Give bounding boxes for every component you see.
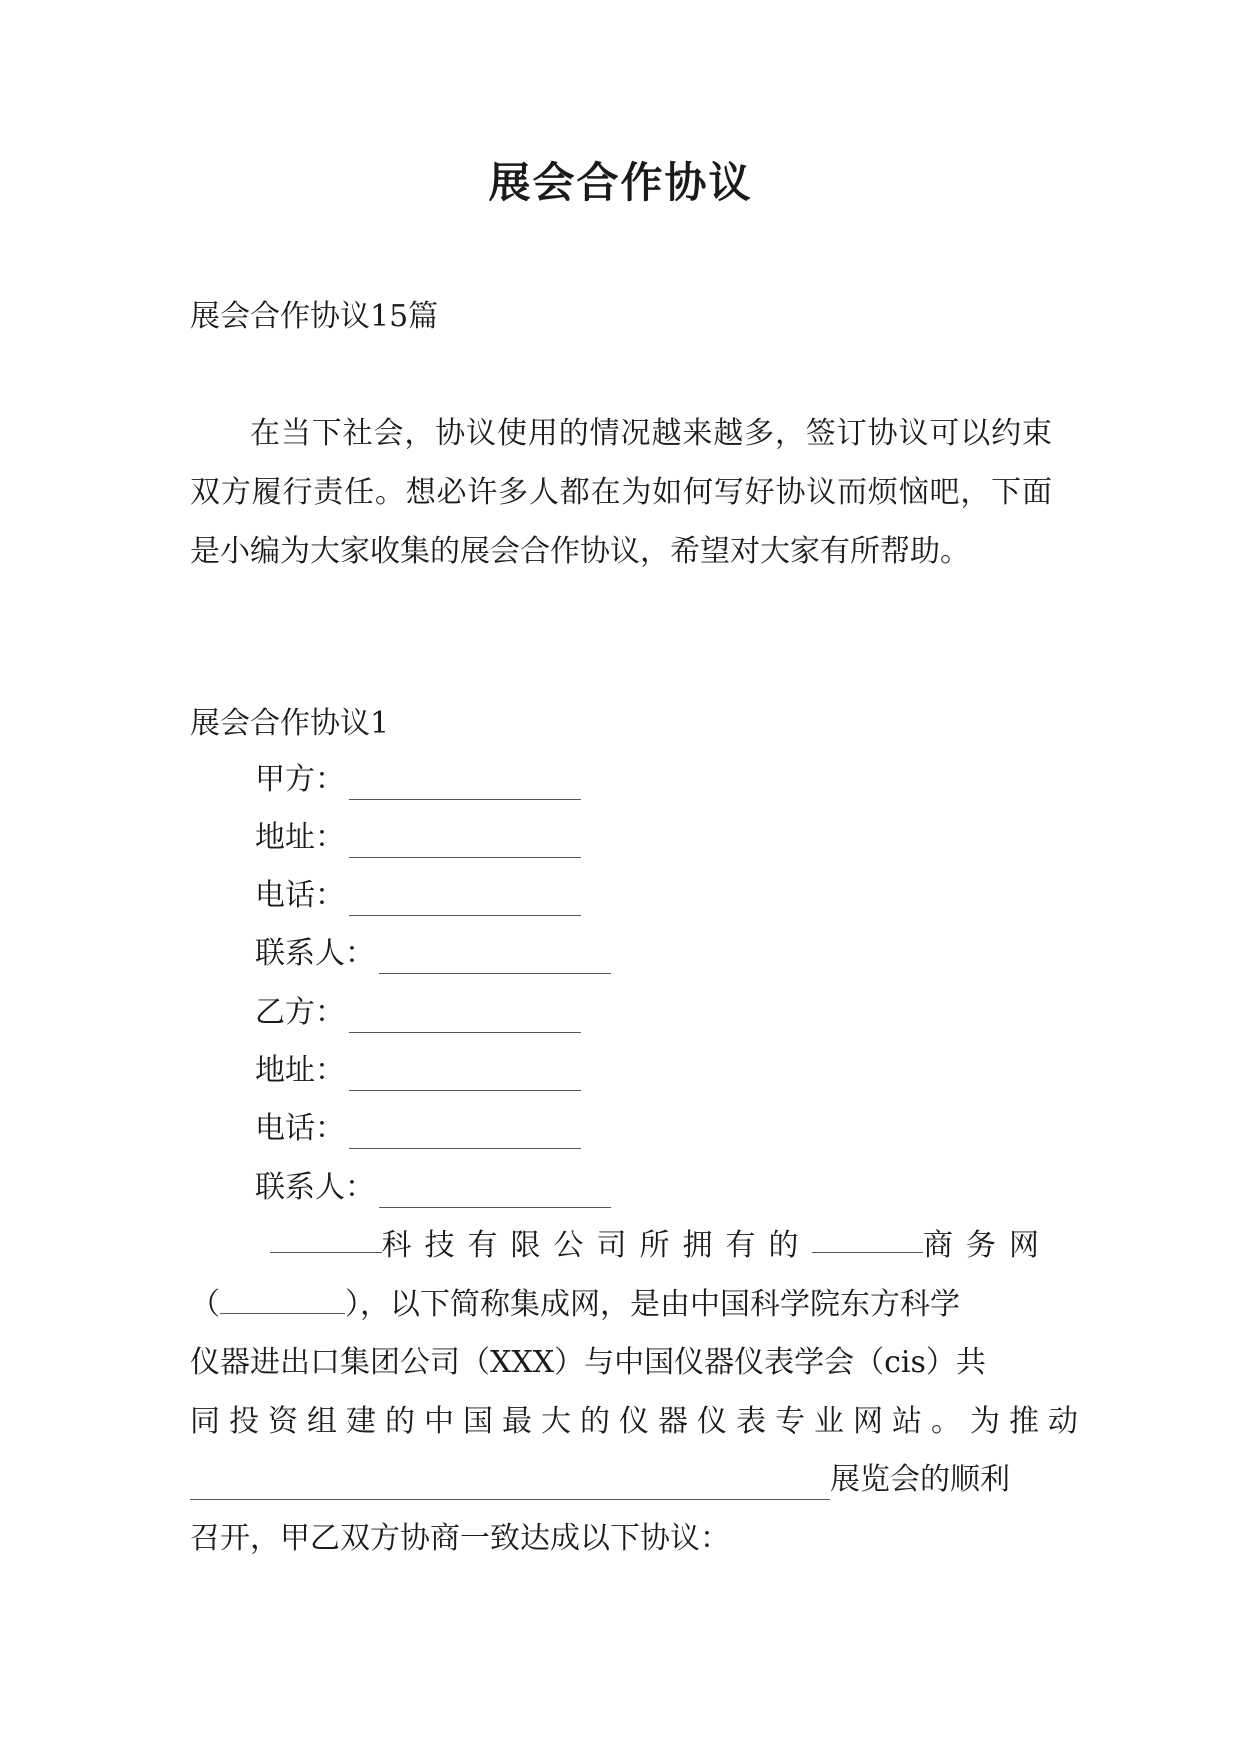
party-a-address-blank[interactable] (349, 829, 581, 858)
party-a-phone-field (255, 876, 581, 916)
body-line-1-text-b: 商务网 (923, 1228, 1052, 1263)
body-line-2-text-a: （ (190, 1287, 220, 1322)
party-b-name-label: 乙方： (255, 995, 345, 1030)
body-line-5 (190, 1460, 1052, 1500)
party-b-phone-field (255, 1109, 581, 1149)
party-a-phone-label: 电话： (255, 878, 345, 913)
party-a-contact-blank[interactable] (379, 945, 611, 974)
body-line-1-text-a: 科技有限公司所拥有的 (381, 1228, 812, 1263)
party-b-contact-field (255, 1168, 611, 1208)
exhibition-name-blank[interactable] (190, 1473, 830, 1500)
body-line-6: 召开，甲乙双方协商一致达成以下协议： (190, 1521, 730, 1556)
party-b-phone-blank[interactable] (349, 1120, 581, 1149)
party-b-address-blank[interactable] (349, 1062, 581, 1091)
body-line-2-text-b: ），以下简称集成网，是由中国科学院东方科学 (345, 1287, 960, 1322)
body-line-4-text: 同投资组建的中国最大的仪器仪表专业网站。为推动 (190, 1404, 1087, 1439)
party-b-name-blank[interactable] (349, 1004, 581, 1033)
party-b-address-field (255, 1051, 581, 1091)
document-subtitle: 展会合作协议15篇 (190, 299, 439, 334)
party-a-name-field (255, 760, 581, 800)
party-a-contact-field (255, 934, 611, 974)
body-line-1 (190, 1226, 1052, 1266)
party-a-name-label: 甲方： (255, 762, 345, 797)
intro-paragraph: 在当下社会，协议使用的情况越来越多，签订协议可以约束双方履行责任。想必许多人都在为如何写好协议而烦恼吧，下面是小编为大家收集的展会合作协议，希望对大家有所帮助。 (190, 416, 1052, 569)
body-line-2 (190, 1285, 1052, 1325)
party-b-name-field (255, 993, 581, 1033)
body-line-5-text: 展览会的顺利 (830, 1462, 1010, 1497)
party-b-contact-label: 联系人： (255, 1170, 375, 1205)
party-a-address-label: 地址： (255, 820, 345, 855)
party-a-phone-blank[interactable] (349, 887, 581, 916)
company-blank[interactable] (270, 1226, 382, 1253)
party-b-address-label: 地址： (255, 1053, 345, 1088)
website-name-blank[interactable] (812, 1226, 924, 1253)
body-line-4 (190, 1402, 1087, 1442)
party-b-phone-label: 电话： (255, 1111, 345, 1146)
body-line-3: 仪器进出口集团公司（XXX）与中国仪器仪表学会（cis）共 (190, 1345, 986, 1380)
party-a-name-blank[interactable] (349, 771, 581, 800)
party-a-address-field (255, 818, 581, 858)
party-b-contact-blank[interactable] (379, 1179, 611, 1208)
party-a-contact-label: 联系人： (255, 936, 375, 971)
section-heading: 展会合作协议1 (190, 706, 390, 741)
website-url-blank[interactable] (220, 1287, 345, 1314)
document-title: 展会合作协议 (488, 158, 753, 207)
